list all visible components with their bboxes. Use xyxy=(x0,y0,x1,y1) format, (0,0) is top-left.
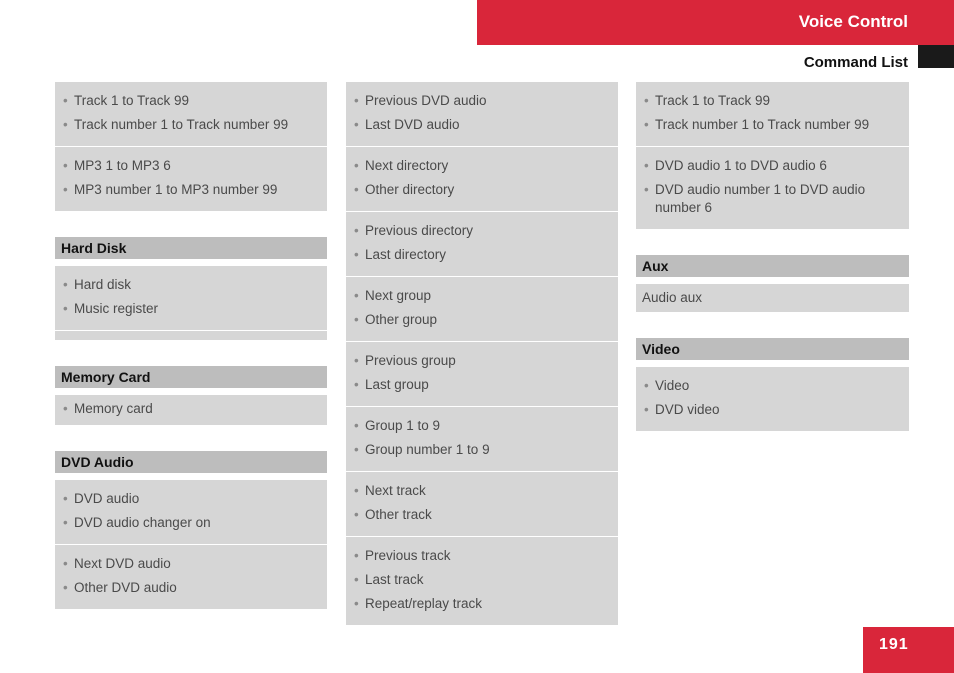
command-item: • Last group xyxy=(354,373,610,397)
bullet-icon: • xyxy=(354,158,359,173)
command-item: • Other DVD audio xyxy=(63,576,319,600)
bullet-icon: • xyxy=(63,277,68,292)
bullet-icon: • xyxy=(644,93,649,108)
command-item: • Other directory xyxy=(354,178,610,202)
command-item: • Track number 1 to Track number 99 xyxy=(644,113,901,137)
section-header-aux: Aux xyxy=(636,255,909,277)
bullet-icon: • xyxy=(354,93,359,108)
section-subtitle: Command List xyxy=(803,54,908,71)
command-item: • Memory card xyxy=(63,397,319,421)
column-2 xyxy=(346,82,618,626)
command-group xyxy=(636,147,909,229)
command-group xyxy=(55,82,327,146)
bullet-icon: • xyxy=(644,117,649,132)
command-item: • Last DVD audio xyxy=(354,113,610,137)
bullet-icon: • xyxy=(354,596,359,611)
command-item: • Previous DVD audio xyxy=(354,89,610,113)
bullet-icon: • xyxy=(63,580,68,595)
bullet-icon: • xyxy=(354,182,359,197)
command-group xyxy=(346,537,618,625)
command-item: • Next track xyxy=(354,479,610,503)
section-header-video: Video xyxy=(636,338,909,360)
command-group xyxy=(636,367,909,431)
command-item: • Next DVD audio xyxy=(63,552,319,576)
bullet-icon: • xyxy=(63,158,68,173)
bullet-icon: • xyxy=(354,548,359,563)
header-bar xyxy=(477,0,954,45)
command-group xyxy=(346,82,618,146)
bullet-icon: • xyxy=(63,556,68,571)
command-item: • Other group xyxy=(354,308,610,332)
page-number: 191 xyxy=(879,636,909,653)
command-item: • Last track xyxy=(354,568,610,592)
command-item: • Music register xyxy=(63,297,319,321)
bullet-icon: • xyxy=(63,491,68,506)
bullet-icon: • xyxy=(63,515,68,530)
bullet-icon: • xyxy=(354,483,359,498)
bullet-icon: • xyxy=(354,288,359,303)
bullet-icon: • xyxy=(63,182,68,197)
command-item: • Track 1 to Track 99 xyxy=(644,89,901,113)
command-item: • Group number 1 to 9 xyxy=(354,438,610,462)
command-item: • Previous group xyxy=(354,349,610,373)
command-item: • Last directory xyxy=(354,243,610,267)
bullet-icon: • xyxy=(354,507,359,522)
section-tab xyxy=(918,45,954,68)
command-item: • Video xyxy=(644,374,901,398)
bullet-icon: • xyxy=(644,158,649,173)
bullet-icon: • xyxy=(63,93,68,108)
bullet-icon: • xyxy=(354,377,359,392)
page-title: Voice Control xyxy=(798,12,908,31)
bullet-icon: • xyxy=(354,442,359,457)
empty-cell xyxy=(55,331,327,340)
command-item: • DVD video xyxy=(644,398,901,422)
bullet-icon: • xyxy=(63,401,68,416)
bullet-icon: • xyxy=(354,117,359,132)
command-item: • DVD audio xyxy=(63,487,319,511)
command-group xyxy=(55,395,327,425)
command-item: • Repeat/replay track xyxy=(354,592,610,616)
section-header-hard-disk: Hard Disk xyxy=(55,237,327,259)
section-header-dvd-audio: DVD Audio xyxy=(55,451,327,473)
command-group xyxy=(636,284,909,312)
command-item: • DVD audio 1 to DVD audio 6 xyxy=(644,154,901,178)
command-item: • Other track xyxy=(354,503,610,527)
column-3 xyxy=(636,82,909,432)
bullet-icon: • xyxy=(354,572,359,587)
bullet-icon: • xyxy=(63,301,68,316)
command-item: • Group 1 to 9 xyxy=(354,414,610,438)
command-item: • DVD audio number 1 to DVD audio number 6 xyxy=(644,182,866,215)
command-group xyxy=(636,82,909,146)
command-item: • Track 1 to Track 99 xyxy=(63,89,319,113)
bullet-icon: • xyxy=(63,117,68,132)
page-number-box xyxy=(863,627,954,673)
command-item: • MP3 number 1 to MP3 number 99 xyxy=(63,178,319,202)
command-group xyxy=(346,277,618,341)
command-item: • Previous directory xyxy=(354,219,610,243)
command-item: Audio aux xyxy=(642,290,703,305)
bullet-icon: • xyxy=(644,402,649,417)
command-group xyxy=(346,472,618,536)
bullet-icon: • xyxy=(644,378,649,393)
command-group xyxy=(55,147,327,211)
command-item: • Next group xyxy=(354,284,610,308)
command-item: • Hard disk xyxy=(63,273,319,297)
bullet-icon: • xyxy=(644,182,649,197)
bullet-icon: • xyxy=(354,312,359,327)
command-group xyxy=(55,545,327,609)
command-group xyxy=(346,147,618,211)
command-group xyxy=(346,342,618,406)
column-1 xyxy=(55,82,327,610)
command-group xyxy=(55,480,327,544)
command-item: • DVD audio changer on xyxy=(63,511,319,535)
bullet-icon: • xyxy=(354,353,359,368)
command-group xyxy=(346,407,618,471)
bullet-icon: • xyxy=(354,223,359,238)
section-header-memory-card: Memory Card xyxy=(55,366,327,388)
bullet-icon: • xyxy=(354,247,359,262)
command-item: • MP3 1 to MP3 6 xyxy=(63,154,319,178)
command-item: • Track number 1 to Track number 99 xyxy=(63,113,319,137)
command-group xyxy=(346,212,618,276)
bullet-icon: • xyxy=(354,418,359,433)
command-item: • Previous track xyxy=(354,544,610,568)
command-group xyxy=(55,266,327,330)
command-item: • Next directory xyxy=(354,154,610,178)
